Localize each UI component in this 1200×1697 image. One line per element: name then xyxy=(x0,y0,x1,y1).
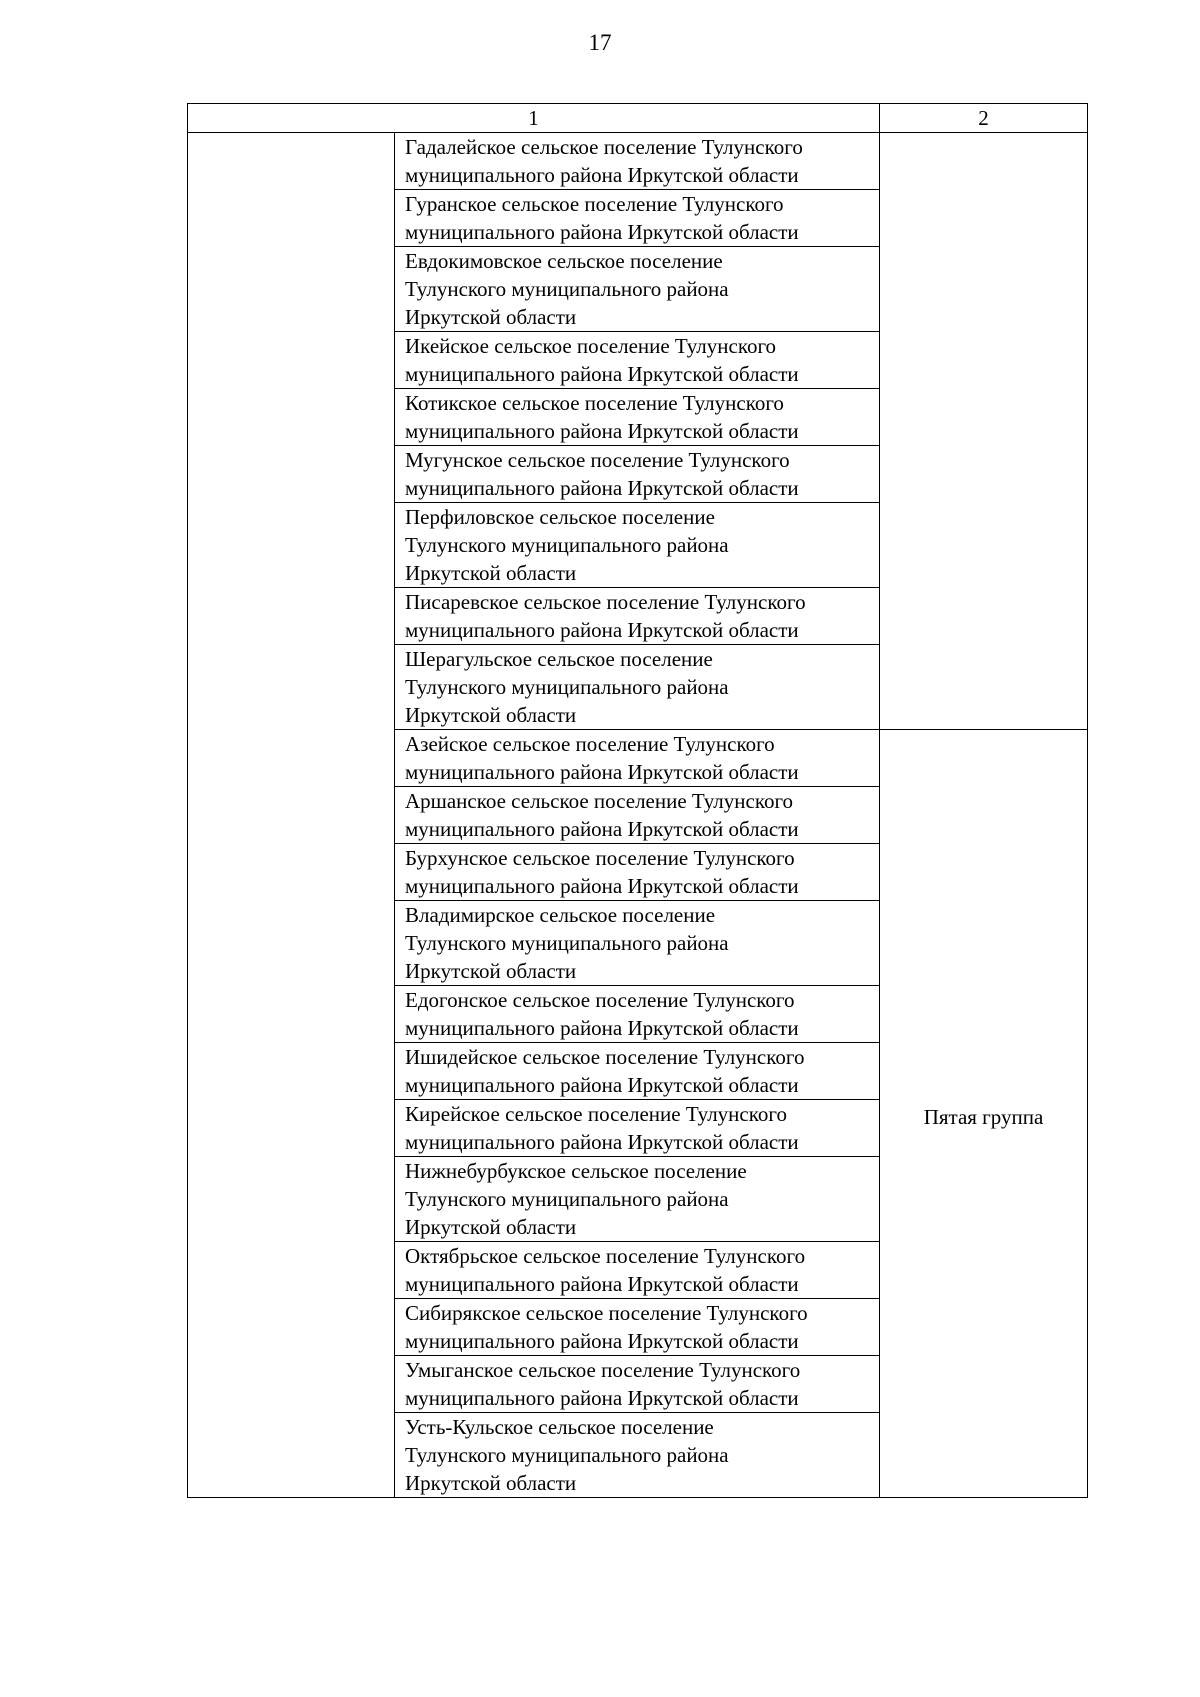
settlement-name-line: Нижнебурбукское сельское поселение xyxy=(405,1159,747,1183)
settlement-name-line: муниципального района Иркутской области xyxy=(405,419,799,443)
settlement-name-cell xyxy=(395,1157,880,1242)
settlement-name-line: Тулунского муниципального района xyxy=(405,1187,729,1211)
settlement-name-cell xyxy=(395,389,880,446)
settlement-name-cell xyxy=(395,133,880,190)
settlement-name-line: Иркутской области xyxy=(405,1215,577,1239)
settlement-name-line: муниципального района Иркутской области xyxy=(405,874,799,898)
settlement-name-line: муниципального района Иркутской области xyxy=(405,618,799,642)
settlement-name-line: Шерагульское сельское поселение xyxy=(405,647,713,671)
settlement-name-line: Мугунское сельское поселение Тулунского xyxy=(405,448,790,472)
settlement-name-line: Тулунского муниципального района xyxy=(405,533,729,557)
column-header-2: 2 xyxy=(880,104,1088,133)
settlement-name-line: Иркутской области xyxy=(405,561,577,585)
empty-category-cell xyxy=(188,133,395,1498)
group-label: Пятая группа xyxy=(923,1104,1044,1129)
settlement-name-line: Азейское сельское поселение Тулунского xyxy=(405,732,775,756)
settlement-name-line: муниципального района Иркутской области xyxy=(405,1386,799,1410)
settlement-name-cell xyxy=(395,1100,880,1157)
settlement-name-line: Тулунского муниципального района xyxy=(405,931,729,955)
column-header-1: 1 xyxy=(188,104,880,133)
settlement-name-line: муниципального района Иркутской области xyxy=(405,163,799,187)
settlement-name-cell xyxy=(395,1043,880,1100)
settlement-name-line: муниципального района Иркутской области xyxy=(405,1329,799,1353)
settlement-name-cell xyxy=(395,332,880,389)
settlement-name-line: Аршанское сельское поселение Тулунского xyxy=(405,789,794,813)
settlement-name-line: Усть-Кульское сельское поселение xyxy=(405,1415,714,1439)
page-number: 17 xyxy=(588,30,612,55)
settlement-name-cell xyxy=(395,787,880,844)
settlement-name-line: Котикское сельское поселение Тулунского xyxy=(405,391,784,415)
settlement-name-line: Сибирякское сельское поселение Тулунского xyxy=(405,1301,808,1325)
settlement-name-cell xyxy=(395,1242,880,1299)
settlement-name-line: Иркутской области xyxy=(405,1471,577,1495)
settlement-name-cell xyxy=(395,190,880,247)
settlement-name-line: Иркутской области xyxy=(405,703,577,727)
settlement-name-cell xyxy=(395,1299,880,1356)
settlement-name-line: муниципального района Иркутской области xyxy=(405,362,799,386)
settlement-name-line: Икейское сельское поселение Тулунского xyxy=(405,334,777,358)
settlement-name-line: Октябрьское сельское поселение Тулунского xyxy=(405,1244,806,1268)
settlement-name-line: Кирейское сельское поселение Тулунского xyxy=(405,1102,787,1126)
settlement-name-line: Иркутской области xyxy=(405,305,577,329)
settlement-name-line: Тулунского муниципального района xyxy=(405,675,729,699)
settlement-name-cell xyxy=(395,986,880,1043)
settlement-name-line: муниципального района Иркутской области xyxy=(405,1130,799,1154)
settlement-name-line: Иркутской области xyxy=(405,959,577,983)
table-header-row xyxy=(188,104,1088,133)
settlement-name-cell xyxy=(395,844,880,901)
settlement-name-cell xyxy=(395,588,880,645)
settlement-name-line: Писаревское сельское поселение Тулунского xyxy=(405,590,806,614)
settlement-name-line: муниципального района Иркутской области xyxy=(405,1016,799,1040)
settlement-name-line: Владимирское сельское поселение xyxy=(405,903,716,927)
settlement-name-line: Бурхунское сельское поселение Тулунского xyxy=(405,846,795,870)
settlement-name-cell xyxy=(395,503,880,588)
settlement-name-cell xyxy=(395,901,880,986)
settlement-name-line: муниципального района Иркутской области xyxy=(405,817,799,841)
settlement-name-cell xyxy=(395,1356,880,1413)
settlement-name-line: муниципального района Иркутской области xyxy=(405,476,799,500)
settlement-name-line: муниципального района Иркутской области xyxy=(405,760,799,784)
settlement-name-line: Гуранское сельское поселение Тулунского xyxy=(405,192,784,216)
settlement-name-line: муниципального района Иркутской области xyxy=(405,1073,799,1097)
settlement-name-cell xyxy=(395,1413,880,1498)
settlement-name-cell xyxy=(395,247,880,332)
settlement-name-cell xyxy=(395,446,880,503)
settlement-name-line: Тулунского муниципального района xyxy=(405,277,729,301)
settlement-name-line: Умыганское сельское поселение Тулунского xyxy=(405,1358,801,1382)
group-label-cell xyxy=(880,133,1088,730)
settlement-name-line: муниципального района Иркутской области xyxy=(405,1272,799,1296)
settlement-name-line: муниципального района Иркутской области xyxy=(405,220,799,244)
settlement-name-line: Евдокимовское сельское поселение xyxy=(405,249,723,273)
table-body xyxy=(188,104,1088,1498)
settlement-name-line: Гадалейское сельское поселение Тулунского xyxy=(405,135,803,159)
settlement-name-cell xyxy=(395,730,880,787)
settlement-name-line: Тулунского муниципального района xyxy=(405,1443,729,1467)
settlement-name-cell xyxy=(395,645,880,730)
group-label-cell xyxy=(880,730,1088,1498)
settlement-name-line: Перфиловское сельское поселение xyxy=(405,505,715,529)
settlement-name-line: Ишидейское сельское поселение Тулунского xyxy=(405,1045,805,1069)
settlement-group-table xyxy=(187,103,1088,1498)
settlement-name-line: Едогонское сельское поселение Тулунского xyxy=(405,988,795,1012)
table-row xyxy=(188,133,1088,190)
